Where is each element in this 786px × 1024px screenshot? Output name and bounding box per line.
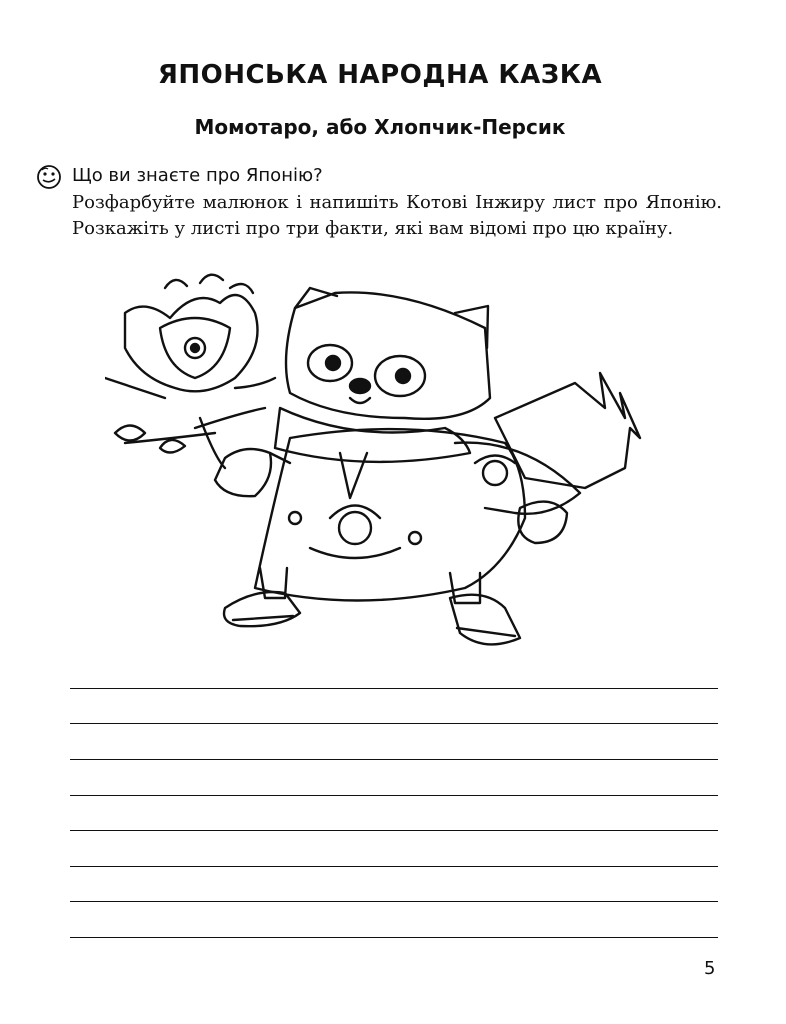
story-subtitle: Момотаро, або Хлопчик-Персик <box>194 115 566 139</box>
writing-line[interactable] <box>70 723 718 724</box>
page-title: ЯПОНСЬКА НАРОДНА КАЗКА <box>157 60 603 90</box>
writing-line[interactable] <box>70 830 718 831</box>
writing-line[interactable] <box>70 688 718 689</box>
writing-line[interactable] <box>70 937 718 938</box>
writing-line[interactable] <box>70 866 718 867</box>
writing-line[interactable] <box>70 901 718 902</box>
instruction-text: Розфарбуйте малюнок і напишіть Котові Інжиру лист про Японію. Розкажіть у листі про три факти, які вам відомі про цю країну. <box>72 192 722 239</box>
thinking-smiley-icon <box>36 164 62 190</box>
cat-with-flower-illustration <box>105 268 660 670</box>
page-number: 5 <box>704 958 716 979</box>
question-text: Що ви знаєте про Японію? <box>72 165 323 186</box>
writing-line[interactable] <box>70 759 718 760</box>
writing-line[interactable] <box>70 795 718 796</box>
